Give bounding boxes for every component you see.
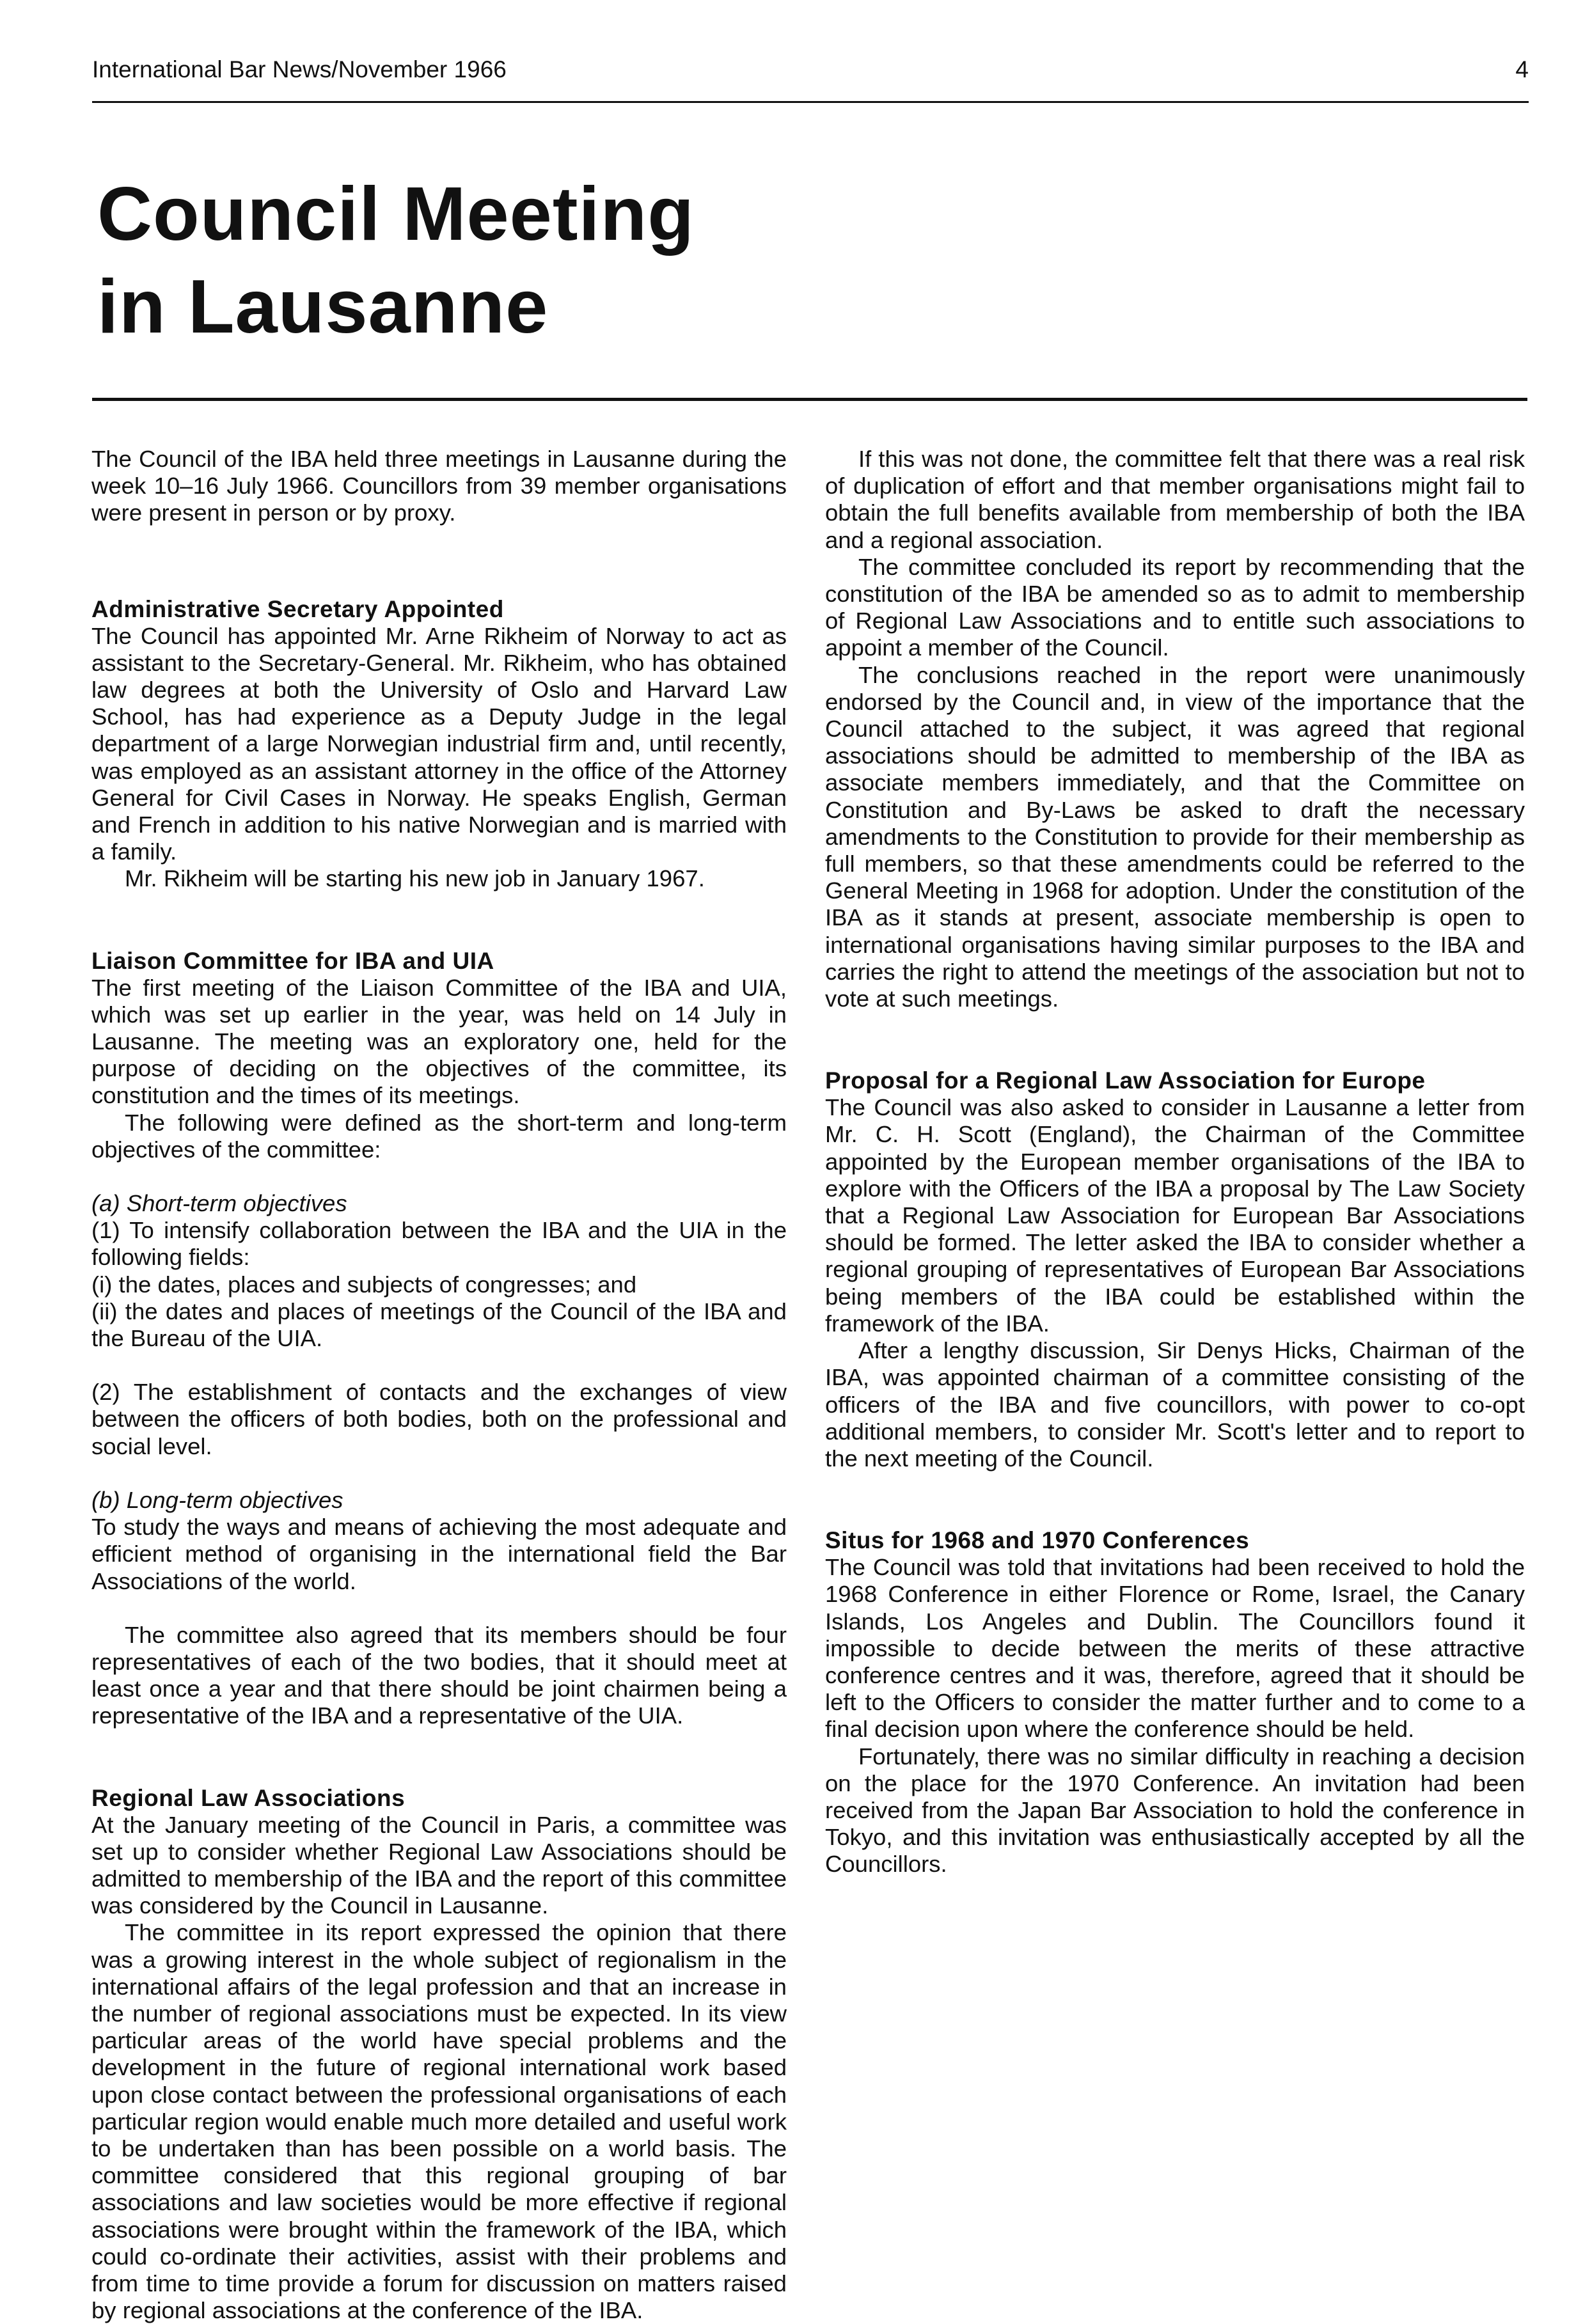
intro-paragraph: The Council of the IBA held three meetings in Lausanne during the week 10–16 July 1966. Councillors from 39 member organisations were present in person or by proxy. xyxy=(91,446,787,526)
running-head xyxy=(92,55,1529,84)
section-heading-europe: Proposal for a Regional Law Association for Europe xyxy=(825,1067,1426,1094)
paragraph: The Council was told that invitations had been received to hold the 1968 Conference in either Florence or Rome, Israel, the Canary Islands, Los Angeles and Dublin. The Councillors found it impossible to decide between the merits of these attractive conference centres and it was, therefore, agreed that it should be left to the Officers to consider the matter further and to come to a final decision upon where the conference should be held. xyxy=(825,1554,1525,1743)
page-number: 4 xyxy=(1515,56,1529,82)
right-column xyxy=(825,446,1525,1878)
section-heading-liaison: Liaison Committee for IBA and UIA xyxy=(91,947,494,974)
list-item: To study the ways and means of achieving the most adequate and efficient method of organising in the international field the Bar Associations of the world. xyxy=(91,1514,787,1594)
paragraph: The committee in its report expressed the opinion that there was a growing interest in the whole subject of regionalism in the international affairs of the legal profession and that an increase in the number of regional associations must be expected. In its view particular areas of the world have special problems and the development in the future of regional international work based upon close contact between the professional organisations of each particular region would enable much more detailed and useful work to be undertaken than has been possible on a world basis. The committee considered that this regional grouping of bar associations and law societies would be more effective if regional associations were brought within the framework of the IBA, which could co-ordinate their activities, assist with their problems and from time to time provide a forum for discussion on matters raised by regional associations at the conference of the IBA. xyxy=(91,1919,787,2324)
title-rule xyxy=(92,398,1527,401)
article-title xyxy=(97,168,993,353)
paragraph: The conclusions reached in the report were unanimously endorsed by the Council and, in view of the importance that the Council attached to the subject, it was agreed that regional associations should be admitted to membership of the IBA as associate members immediately, and that the Committee on Constitution and By-Laws be asked to draft the necessary amendments to the Constitution to provide for their membership as full members, so that these amendments could be referred to the General Meeting in 1968 for adoption. Under the constitution of the IBA as it stands at present, associate membership is open to international organisations having similar purposes to the IBA and carries the right to attend the meetings of the association but not to vote at such meetings. xyxy=(825,661,1525,1012)
left-column xyxy=(91,446,787,2324)
paragraph: After a lengthy discussion, Sir Denys Hicks, Chairman of the IBA, was appointed chairman of a committee consisting of the officers of the IBA and five councillors, with power to co-opt additional members, to consider Mr. Scott's letter and to report to the next meeting of the Council. xyxy=(825,1337,1525,1472)
paragraph: If this was not done, the committee felt that there was a real risk of duplication of effort and that member organisations might fail to obtain the full benefits available from membership of both the IBA and a regional association. xyxy=(825,446,1525,553)
section-heading-admin: Administrative Secretary Appointed xyxy=(91,595,504,622)
paragraph: The committee also agreed that its members should be four representatives of each of the two bodies, that it should meet at least once a year and that there should be joint chairmen being a representative of the IBA and a representative of the UIA. xyxy=(91,1621,787,1729)
publication-line: International Bar News/November 1966 xyxy=(92,56,507,82)
list-item: (1) To intensify collaboration between the IBA and the UIA in the following fields: xyxy=(91,1217,787,1271)
paragraph: The following were defined as the short-term and long-term objectives of the committee: xyxy=(91,1109,787,1163)
list-item: (2) The establishment of contacts and the exchanges of view between the officers of both bodies, both on the professional and social level. xyxy=(91,1379,787,1459)
paragraph: The committee concluded its report by recommending that the constitution of the IBA be amended so as to admit to membership of Regional Law Associations and to entitle such associations to appoint a member of the Council. xyxy=(825,553,1525,661)
section-heading-regional: Regional Law Associations xyxy=(91,1784,406,1811)
section-heading-situs: Situs for 1968 and 1970 Conferences xyxy=(825,1527,1250,1554)
paragraph: The Council was also asked to consider in Lausanne a letter from Mr. C. H. Scott (England), the Chairman of the Committee appointed by the European member organisations of the IBA to explore with the Officers of the IBA a proposal by The Law Society that a Regional Law Association for European Bar Associations should be formed. The letter asked the IBA to consider whether a regional grouping of representatives of European Bar Associations being members of the IBA could be established within the framework of the IBA. xyxy=(825,1094,1525,1337)
paragraph: The Council has appointed Mr. Arne Rikheim of Norway to act as assistant to the Secretary-General. Mr. Rikheim, who has obtained law degrees at both the University of Oslo and Harvard Law School, has had experience as a Deputy Judge in the legal department of a large Norwegian industrial firm and, until recently, was employed as an assistant attorney in the office of the Attorney General for Civil Cases in Norway. He speaks English, German and French in addition to his native Norwegian and is married with a family. xyxy=(91,622,787,865)
header-rule xyxy=(92,101,1529,103)
paragraph: At the January meeting of the Council in Paris, a committee was set up to consider whether Regional Law Associations should be admitted to membership of the IBA and the report of this committee was considered by the Council in Lausanne. xyxy=(91,1811,787,1919)
list-item: (i) the dates, places and subjects of congresses; and xyxy=(91,1271,637,1298)
title-line-2: in Lausanne xyxy=(97,264,549,349)
paragraph: Fortunately, there was no similar difficulty in reaching a decision on the place for the 1970 Conference. An invitation had been received from the Japan Bar Association to hold the conference in Tokyo, and this invitation was enthusiastically accepted by all the Councillors. xyxy=(825,1743,1525,1878)
paragraph: Mr. Rikheim will be starting his new job in January 1967. xyxy=(125,865,705,892)
title-line-1: Council Meeting xyxy=(97,171,695,256)
list-item: (ii) the dates and places of meetings of the Council of the IBA and the Bureau of the UIA. xyxy=(91,1298,787,1352)
paragraph: The first meeting of the Liaison Committee of the IBA and UIA, which was set up earlier in the year, was held on 14 July in Lausanne. The meeting was an exploratory one, held for the purpose of deciding on the objectives of the committee, its constitution and the times of its meetings. xyxy=(91,974,787,1109)
short-term-label: (a) Short-term objectives xyxy=(91,1190,347,1217)
long-term-label: (b) Long-term objectives xyxy=(91,1486,343,1513)
